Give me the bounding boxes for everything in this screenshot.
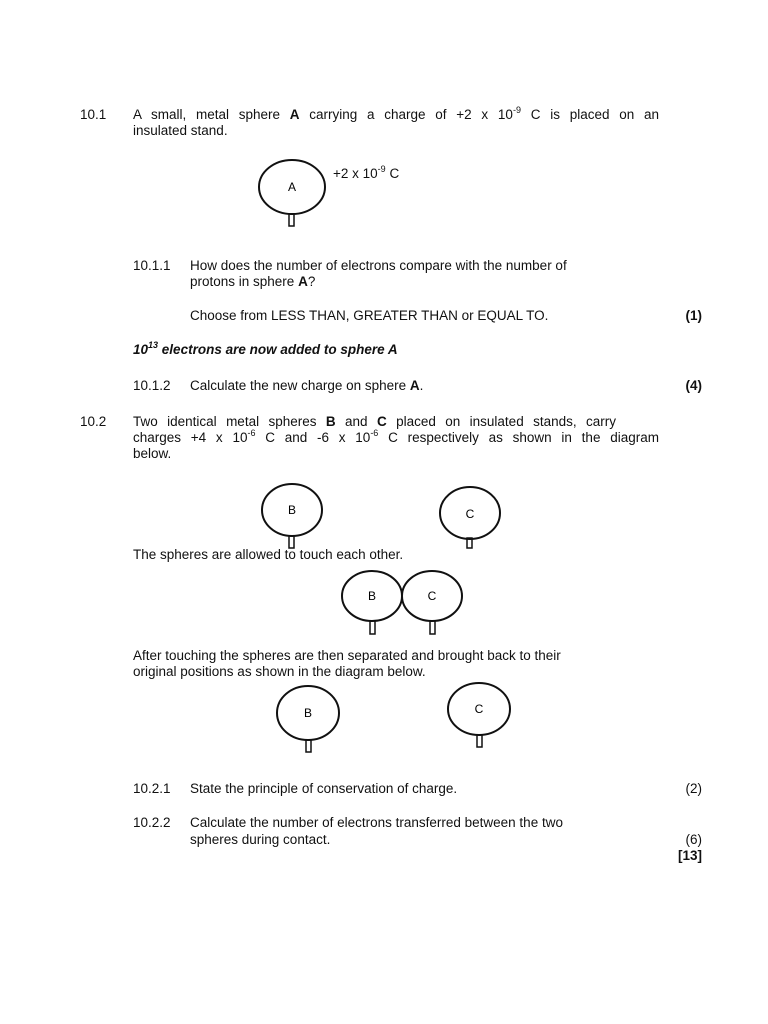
marks-10-2-1: (2) bbox=[685, 781, 702, 796]
sphere-c-final-label: C bbox=[474, 702, 484, 716]
question-number-10-1: 10.1 bbox=[80, 107, 107, 122]
question-10-1-1-line1: How does the number of electrons compare with the number of bbox=[190, 258, 567, 273]
marks-10-1-2: (4) bbox=[685, 378, 702, 393]
question-10-2-2-line1: Calculate the number of electrons transferred between the two bbox=[190, 815, 563, 830]
question-10-2-line1: Two identical metal spheres B and C placed on insulated stands, carry bbox=[133, 414, 617, 429]
question-10-2-2-line2: spheres during contact. bbox=[190, 832, 331, 847]
sphere-a-stand bbox=[289, 214, 294, 226]
spheres-initial-diagram bbox=[255, 480, 515, 550]
question-10-2-1-text: State the principle of conservation of charge. bbox=[190, 781, 458, 796]
sphere-b-final-stand bbox=[306, 740, 311, 752]
question-number-10-1-1: 10.1.1 bbox=[133, 258, 171, 273]
marks-10-1-1: (1) bbox=[685, 308, 702, 323]
question-number-10-2-2: 10.2.2 bbox=[133, 815, 171, 830]
sphere-b-final-label: B bbox=[303, 706, 313, 720]
sphere-a-charge-label: +2 x $10^{-9}$ C bbox=[333, 163, 400, 181]
question-10-1-stem: A small, metal sphere A carrying a charge of +2 x $10^{-9}$ C is placed on an bbox=[133, 104, 659, 122]
sphere-c-final-stand bbox=[477, 735, 482, 747]
sphere-b-touching-label: B bbox=[367, 589, 377, 603]
sphere-c-initial-label: C bbox=[465, 507, 475, 521]
question-number-10-2: 10.2 bbox=[80, 414, 107, 429]
question-number-10-2-1: 10.2.1 bbox=[133, 781, 171, 796]
spheres-touching-diagram bbox=[335, 568, 475, 636]
total-marks: [13] bbox=[677, 848, 702, 863]
question-number-10-1-2: 10.1.2 bbox=[133, 378, 171, 393]
after-touching-line2: original positions as shown in the diagram below. bbox=[133, 664, 426, 679]
touch-text: The spheres are allowed to touch each other. bbox=[133, 547, 404, 562]
sphere-b-touching-stand bbox=[370, 621, 375, 634]
sphere-c-touching-label: C bbox=[427, 589, 437, 603]
sphere-c-touching-stand bbox=[430, 621, 435, 634]
question-10-1-1-line2: protons in sphere A? bbox=[190, 274, 316, 289]
question-10-2-line2: charges +4 x $10^{-6}$ C and -6 x $10^{-6}$ C respectively as shown in the diagram bbox=[133, 427, 659, 445]
spheres-final-diagram bbox=[270, 682, 530, 754]
sphere-b-initial-label: B bbox=[287, 503, 297, 517]
info-electrons-added: $10^{13}$ electrons are now added to sphere A bbox=[133, 339, 398, 357]
question-10-1-2-text: Calculate the new charge on sphere A. bbox=[190, 378, 424, 393]
after-touching-line1: After touching the spheres are then separated and brought back to their bbox=[133, 648, 561, 663]
question-10-2-line3: below. bbox=[133, 446, 172, 461]
question-10-1-1-choose: Choose from LESS THAN, GREATER THAN or EQUAL TO. bbox=[190, 308, 549, 323]
sphere-a-label: A bbox=[287, 180, 297, 194]
question-10-1-stem-line2: insulated stand. bbox=[133, 123, 228, 138]
marks-10-2-2: (6) bbox=[685, 832, 702, 847]
